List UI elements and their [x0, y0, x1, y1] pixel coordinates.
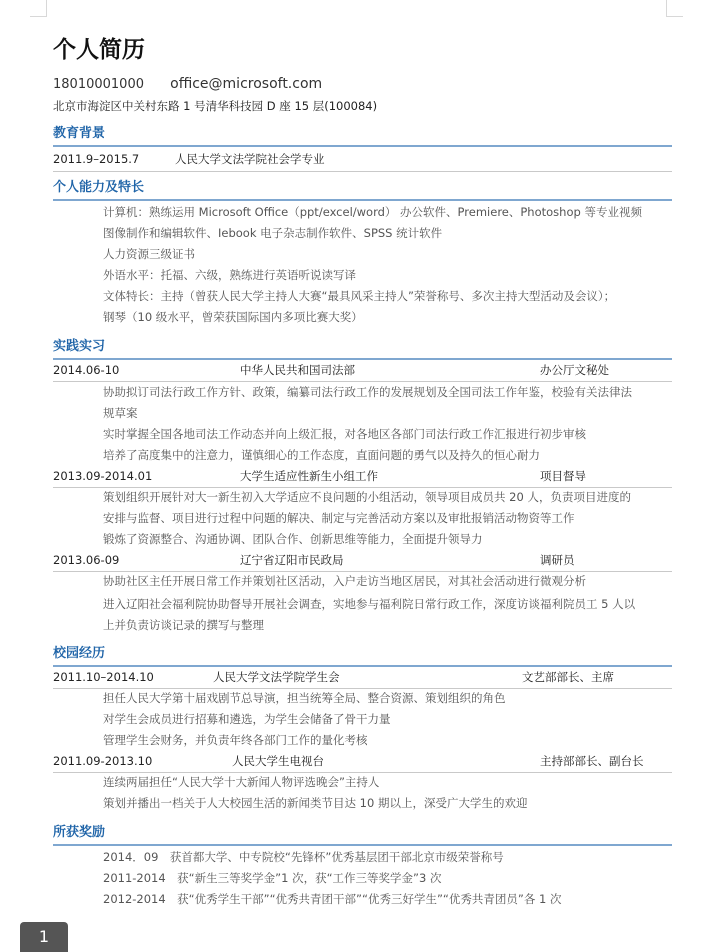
- skill-line: 图像制作和编辑软件、Iebook 电子杂志制作软件、SPSS 统计软件: [103, 226, 443, 240]
- page-number-tab[interactable]: 1: [20, 922, 68, 952]
- section-heading-skills: 个人能力及特长: [53, 179, 672, 201]
- award-line: 2014．09 获首都大学、中专院校“先锋杯”优秀基层团干部北京市级荣誉称号: [103, 850, 504, 864]
- skill-line: 外语水平：托福、六级，熟练进行英语听说读写译: [103, 268, 356, 282]
- practice-detail: 培养了高度集中的注意力，谨慎细心的工作态度，直面问题的勇气以及持久的恒心耐力: [103, 448, 540, 462]
- skill-line: 文体特长：主持（曾获人民大学主持人大赛“最具风采主持人”荣誉称号、多次主持大型活动及会议）；: [103, 289, 616, 303]
- divider: [53, 688, 672, 689]
- address: 北京市海淀区中关村东路 1 号清华科技园 D 座 15 层(100084): [53, 99, 378, 113]
- campus-detail: 连续两届担任“人民大学十大新闻人物评选晚会”主持人: [103, 775, 380, 789]
- education-date: 2011.9–2015.7: [53, 152, 140, 166]
- practice-role: 项目督导: [540, 469, 586, 483]
- section-heading-education: 教育背景: [53, 125, 672, 147]
- campus-org: 人民大学生电视台: [232, 754, 324, 768]
- page-corner-mark: [30, 0, 47, 17]
- section-heading-campus: 校园经历: [53, 645, 672, 667]
- skill-line: 人力资源三级证书: [103, 247, 195, 261]
- skill-line: 计算机：熟练运用 Microsoft Office（ppt/excel/word） 办公软件、Premiere、Photoshop 等专业视频: [103, 205, 642, 219]
- campus-role: 主持部部长、副台长: [540, 754, 644, 768]
- practice-org: 辽宁省辽阳市民政局: [240, 553, 344, 567]
- campus-detail: 担任人民大学第十届戏剧节总导演，担当统筹全局、整合资源、策划组织的角色: [103, 691, 506, 705]
- divider: [53, 381, 672, 382]
- campus-detail: 对学生会成员进行招募和遴选，为学生会储备了骨干力量: [103, 712, 391, 726]
- practice-detail: 策划组织开展针对大一新生初入大学适应不良问题的小组活动，领导项目成员共 20 人，负责项目进度的: [103, 490, 631, 504]
- campus-date: 2011.09-2013.10: [53, 754, 153, 768]
- practice-detail: 锻炼了资源整合、沟通协调、团队合作、创新思维等能力，全面提升领导力: [103, 532, 483, 546]
- section-heading-practice: 实践实习: [53, 338, 672, 360]
- divider: [53, 487, 672, 488]
- skill-line: 钢琴（10 级水平，曾荣获国际国内多项比赛大奖）: [103, 310, 363, 324]
- award-line: 2012-2014 获“优秀学生干部”“优秀共青团干部”“优秀三好学生”“优秀共青团员”各 1 次: [103, 892, 562, 906]
- campus-detail: 策划并播出一档关于人大校园生活的新闻类节目达 10 期以上，深受广大学生的欢迎: [103, 796, 528, 810]
- practice-detail: 安排与监督、项目进行过程中问题的解决、制定与完善活动方案以及审批报销活动物资等工作: [103, 511, 575, 525]
- page-corner-mark: [666, 0, 683, 17]
- award-line: 2011-2014 获“新生三等奖学金”1 次，获“工作三等奖学金”3 次: [103, 871, 442, 885]
- practice-detail: 协助社区主任开展日常工作并策划社区活动，入户走访当地区居民，对其社会活动进行微观分析: [103, 574, 586, 588]
- practice-detail: 进入辽阳社会福利院协助督导开展社会调查，实地参与福利院日常行政工作，深度访谈福利院员工 5 人以: [103, 597, 636, 611]
- practice-detail: 实时掌握全国各地司法工作动态并向上级汇报，对各地区各部门司法行政工作汇报进行初步审核: [103, 427, 586, 441]
- practice-date: 2013.06-09: [53, 553, 120, 567]
- divider: [53, 171, 672, 172]
- email: office@microsoft.com: [170, 76, 323, 92]
- divider: [53, 571, 672, 572]
- phone: 18010001000: [53, 77, 144, 92]
- education-school: 人民大学文法学院社会学专业: [175, 152, 325, 166]
- practice-date: 2014.06-10: [53, 363, 120, 377]
- practice-date: 2013.09-2014.01: [53, 469, 153, 483]
- contact-line: [53, 76, 322, 92]
- practice-detail: 规草案: [103, 406, 138, 420]
- practice-detail: 上并负责访谈记录的撰写与整理: [103, 618, 264, 632]
- campus-detail: 管理学生会财务，并负责年终各部门工作的量化考核: [103, 733, 368, 747]
- section-heading-awards: 所获奖励: [53, 824, 672, 846]
- practice-detail: 协助拟订司法行政工作方针、政策，编纂司法行政工作的发展规划及全国司法工作年鉴，校验有关法律法: [103, 385, 632, 399]
- divider: [53, 772, 672, 773]
- resume-title: 个人简历: [53, 37, 145, 63]
- practice-org: 大学生适应性新生小组工作: [240, 469, 378, 483]
- practice-role: 调研员: [540, 553, 575, 567]
- practice-role: 办公厅文秘处: [540, 363, 609, 377]
- practice-org: 中华人民共和国司法部: [240, 363, 355, 377]
- campus-org: 人民大学文法学院学生会: [213, 670, 340, 684]
- campus-date: 2011.10–2014.10: [53, 670, 154, 684]
- campus-role: 文艺部部长、主席: [522, 670, 614, 684]
